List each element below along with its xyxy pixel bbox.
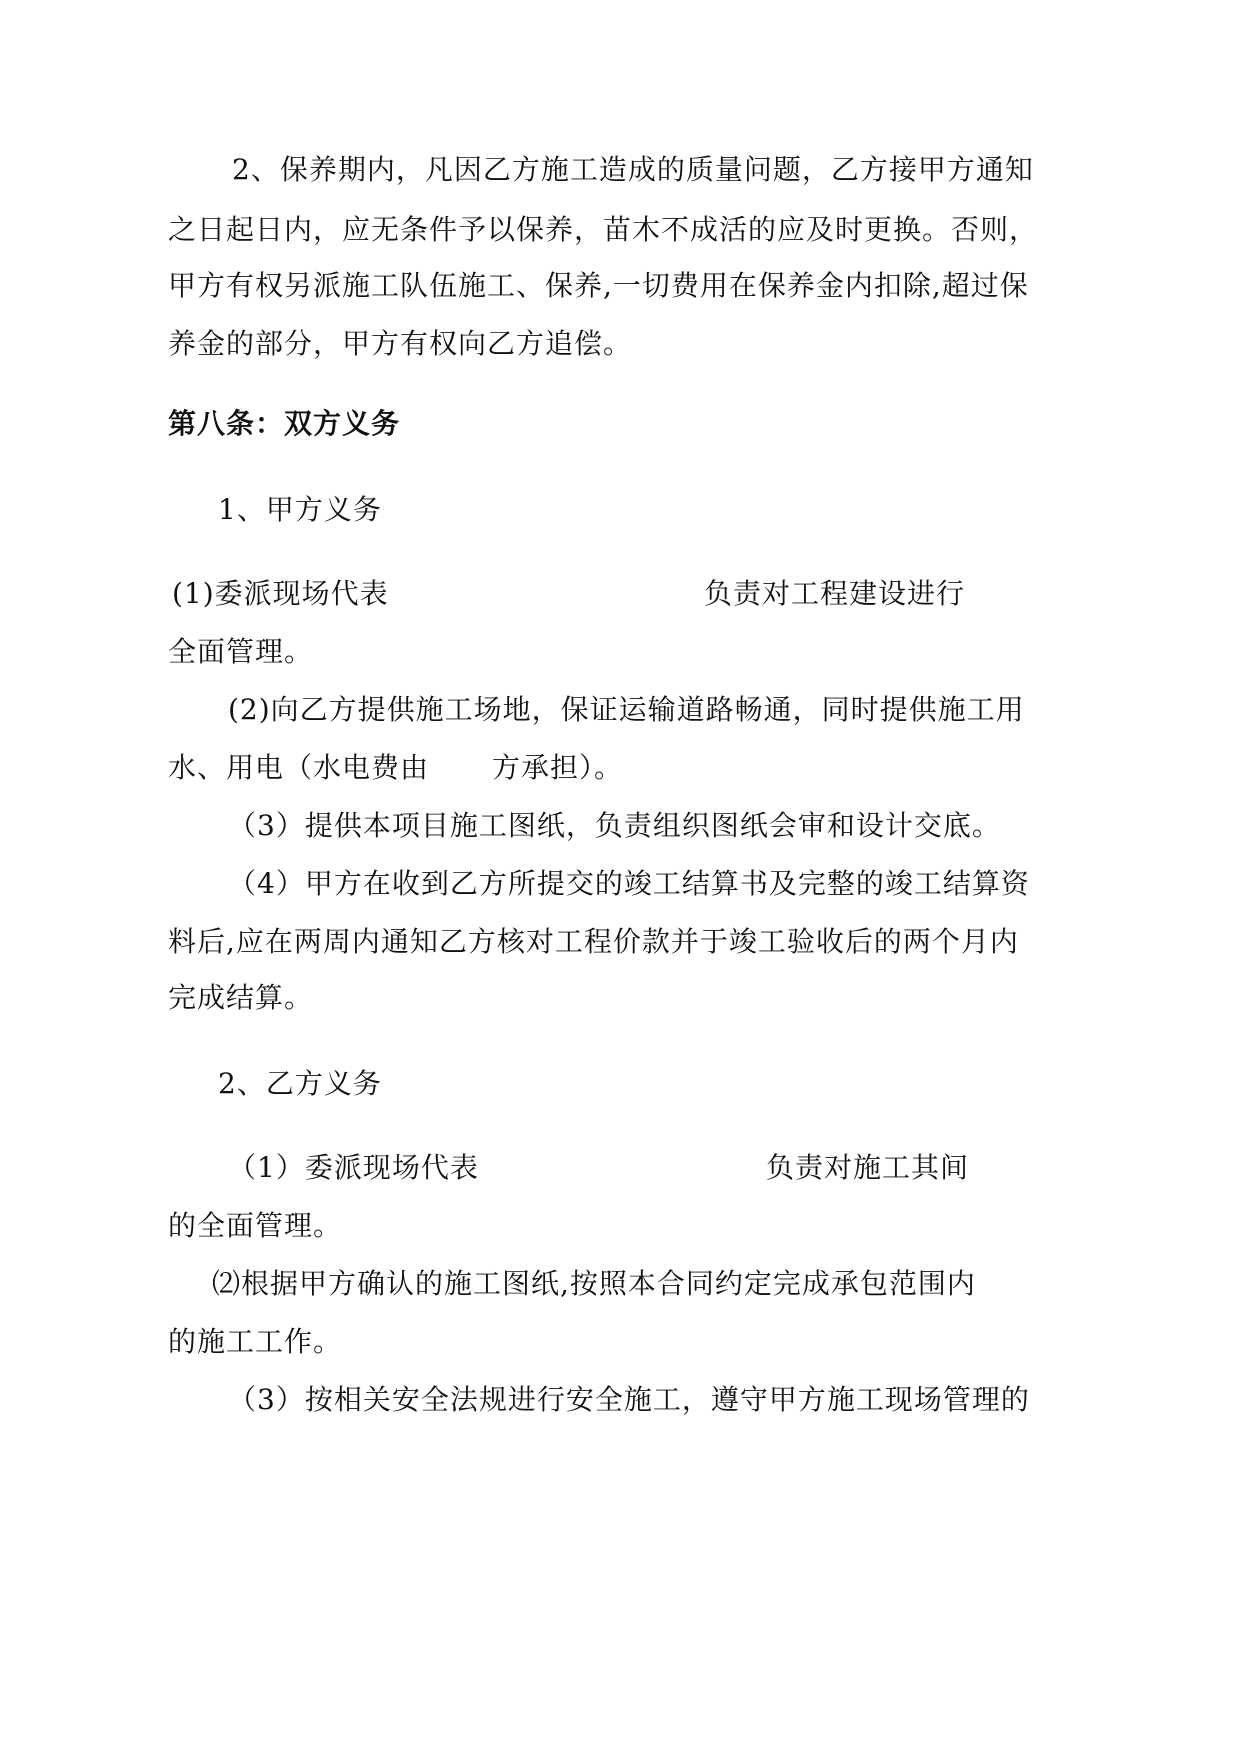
party-a-heading: 1、甲方义务: [218, 493, 382, 526]
party-b-item1-line2: 的全面管理。: [168, 1209, 343, 1242]
warranty-line-3: 甲方有权另派施工队伍施工、保养,一切费用在保养金内扣除,超过保: [168, 269, 1029, 302]
party-a-item2-line2-end: 方承担）。: [492, 751, 624, 784]
article-8-heading: 第八条：双方义务: [168, 407, 401, 440]
party-a-item1-start: (1)委派现场代表: [172, 577, 389, 610]
party-b-item3-line1: （3）按相关安全法规进行安全施工，遵守甲方施工现场管理的: [228, 1383, 1030, 1416]
party-a-item3: （3）提供本项目施工图纸，负责组织图纸会审和设计交底。: [228, 809, 1001, 842]
party-b-item2-line1: ⑵根据甲方确认的施工图纸,按照本合同约定完成承包范围内: [212, 1267, 976, 1300]
party-a-item4-line2: 料后,应在两周内通知乙方核对工程价款并于竣工验收后的两个月内: [168, 925, 1019, 958]
party-b-item2-line2: 的施工工作。: [168, 1325, 343, 1358]
warranty-line-1: 2、保养期内，凡因乙方施工造成的质量问题，乙方接甲方通知: [232, 153, 1034, 186]
party-a-item4-line3: 完成结算。: [168, 981, 314, 1014]
party-a-item1-end: 负责对工程建设进行: [704, 577, 966, 610]
party-a-item4-line1: （4）甲方在收到乙方所提交的竣工结算书及完整的竣工结算资: [228, 867, 1030, 900]
warranty-line-2: 之日起日内，应无条件予以保养，苗木不成活的应及时更换。否则，: [168, 213, 1039, 246]
party-b-heading: 2、乙方义务: [218, 1067, 382, 1100]
warranty-line-4: 养金的部分，甲方有权向乙方追偿。: [168, 327, 633, 360]
party-b-item1-start: （1）委派现场代表: [228, 1151, 479, 1184]
party-a-item2-line1: (2)向乙方提供施工场地，保证运输道路畅通，同时提供施工用: [228, 693, 1025, 726]
party-a-item2-line2-start: 水、用电（水电费由: [168, 751, 430, 784]
party-b-item1-end: 负责对施工其间: [766, 1151, 970, 1184]
party-a-item1-line2: 全面管理。: [168, 635, 314, 668]
